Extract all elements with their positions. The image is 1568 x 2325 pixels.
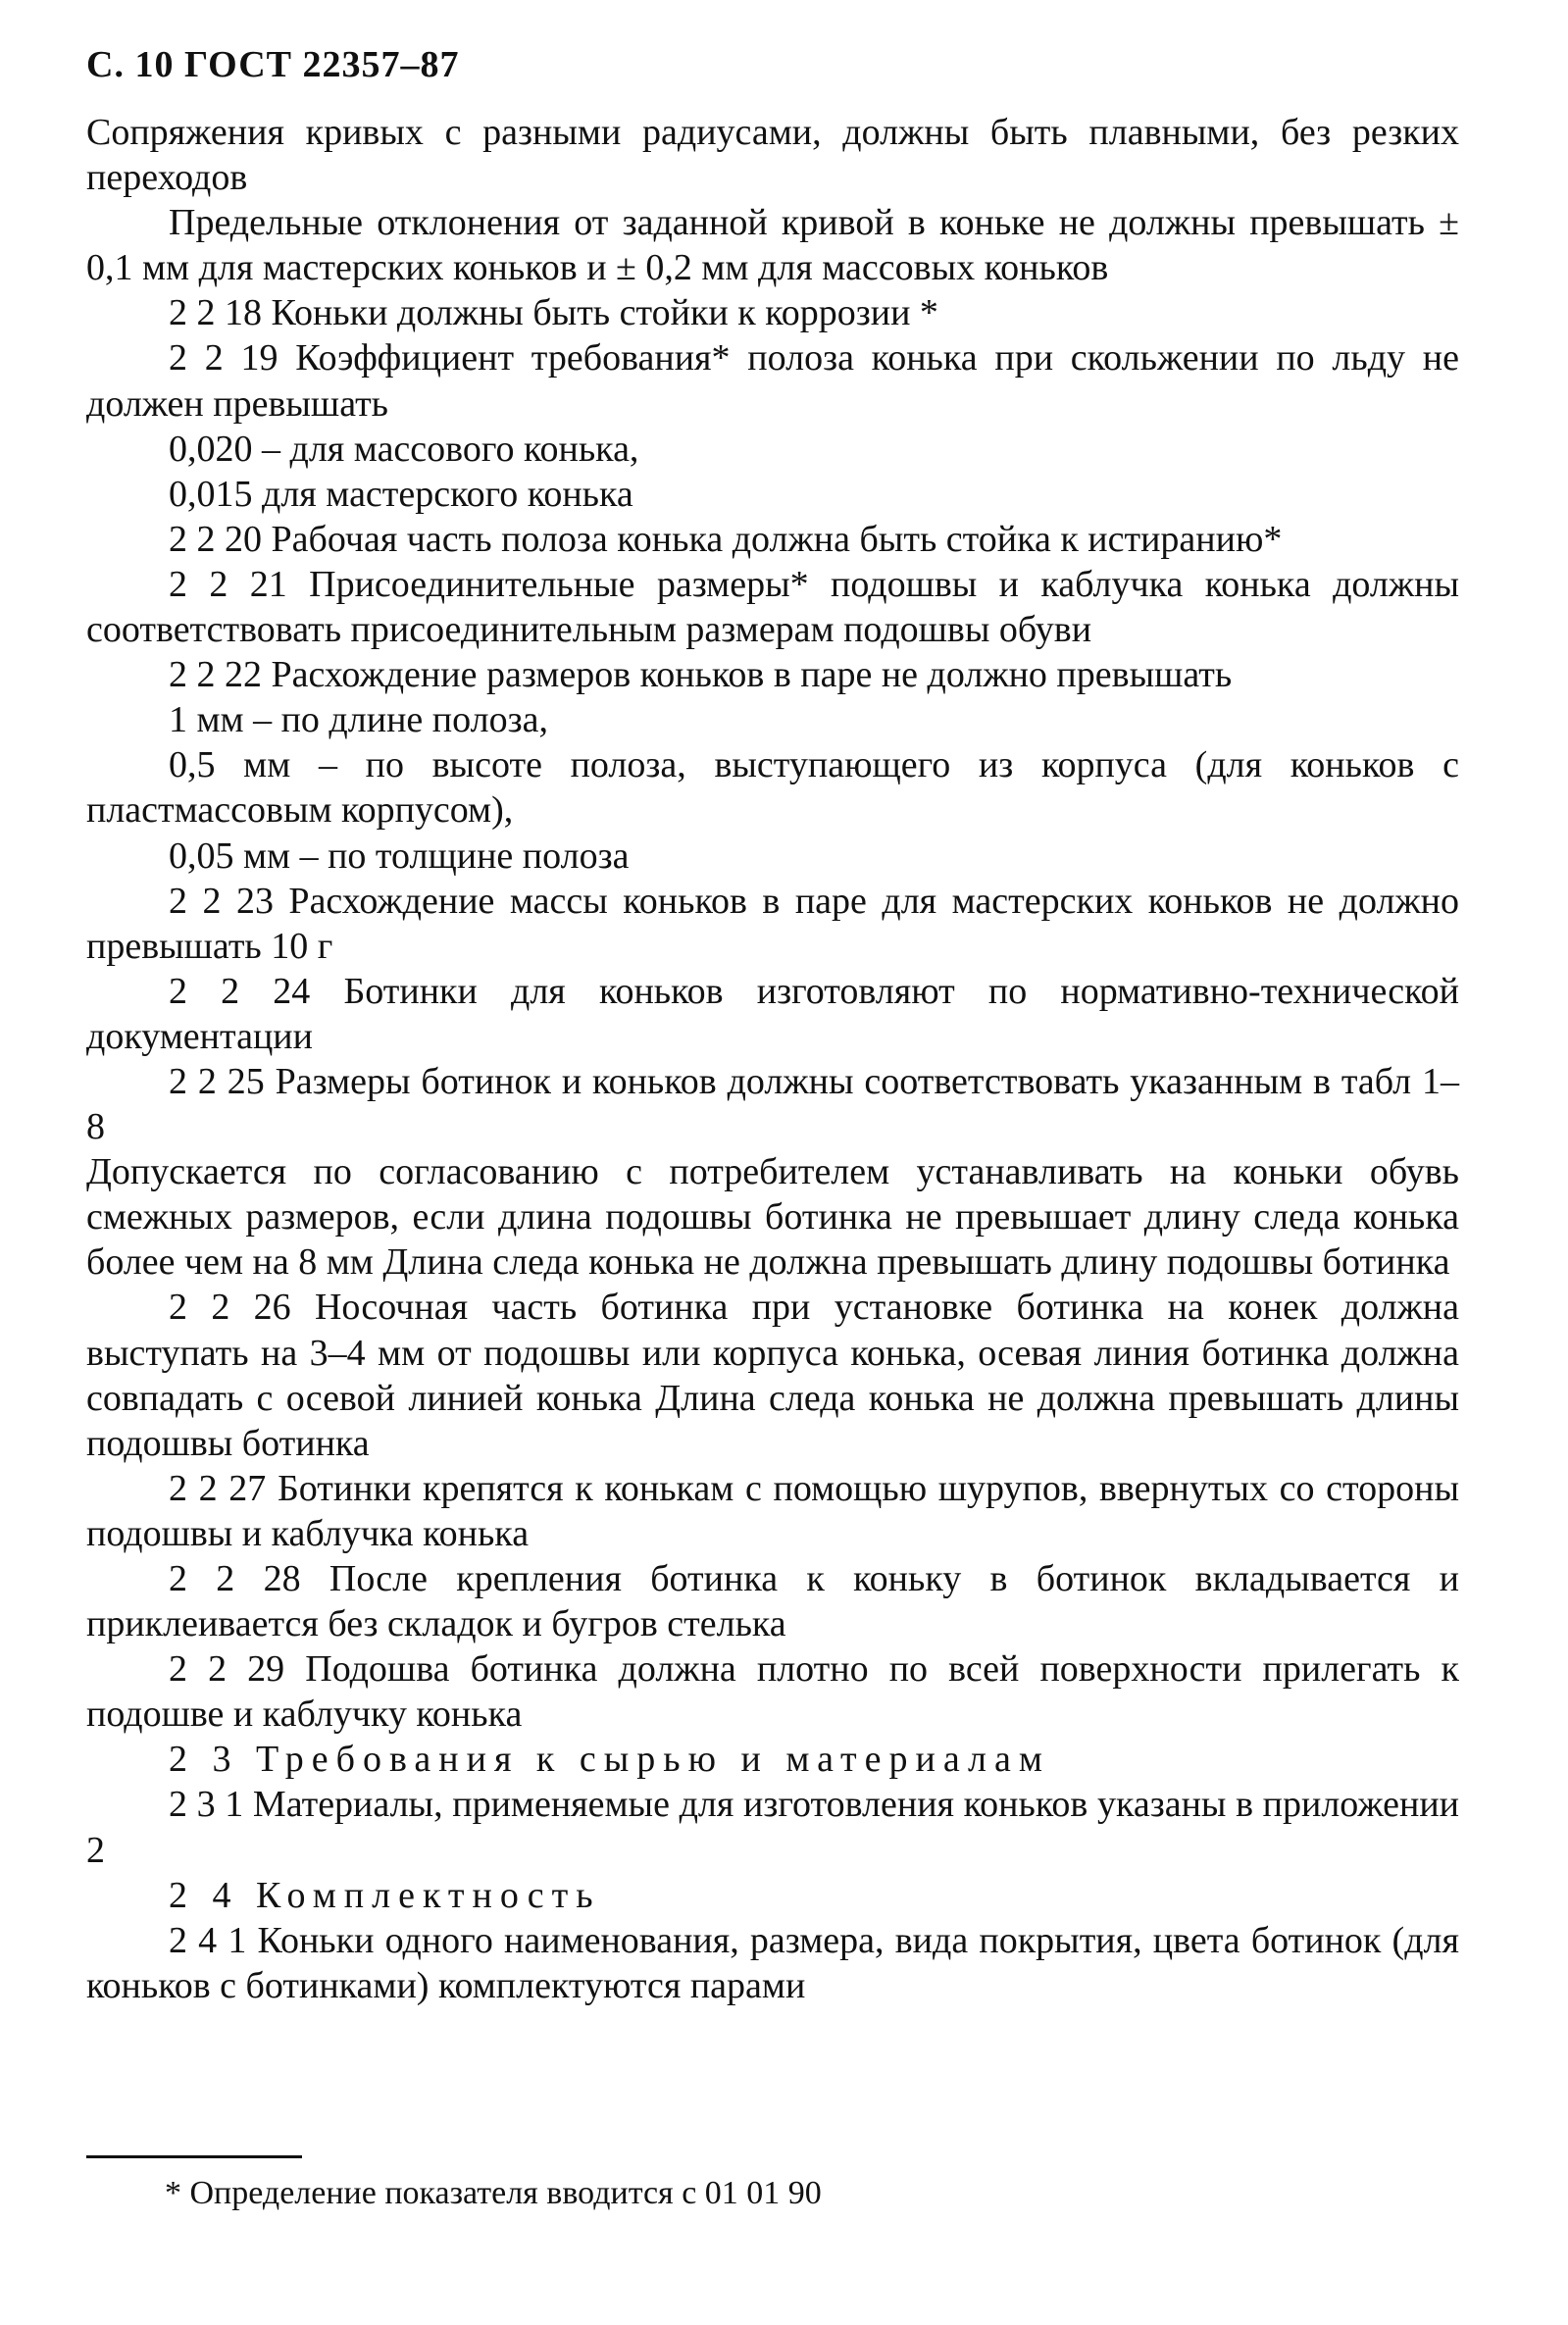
paragraph: 2 2 23 Расхождение массы коньков в паре для мастерских коньков не должно превышать 10 г xyxy=(86,880,1459,967)
paragraph: 2 2 18 Коньки должны быть стойки к коррозии * xyxy=(169,292,938,334)
paragraph: 0,5 мм – по высоте полоза, выступающего из корпуса (для коньков с пластмассовым корпусом), xyxy=(86,744,1459,832)
paragraph: Сопряжения кривых с разными радиусами, должны быть плавными, без резких переходов xyxy=(86,112,1459,199)
paragraph: 2 2 25 Размеры ботинок и коньков должны соответствовать указанным в табл 1–8 xyxy=(86,1060,1459,1148)
paragraph: 2 2 19 Коэффициент требования* полоза конька при скольжении по льду не должен превышать xyxy=(86,337,1459,425)
paragraph: Допускается по согласованию с потребителем устанавливать на коньки обувь смежных размеров, если длина подошвы ботинка не превышает длину следа конька более чем на 8 мм Длина следа конька не должна превышать длину подошвы ботинка xyxy=(86,1151,1459,1284)
footnote: * Определение показателя вводится с 01 01 90 xyxy=(165,2175,822,2211)
paragraph: 0,05 мм – по толщине полоза xyxy=(169,834,630,877)
footnote-divider xyxy=(86,2155,302,2158)
paragraph: 2 4 1 Коньки одного наименования, размера, вида покрытия, цвета ботинок (для коньков с ботинками) комплектуются парами xyxy=(86,1919,1459,2006)
paragraph: 2 2 26 Носочная часть ботинка при установке ботинка на конек должна выступать на 3–4 мм от подошвы или корпуса конька, осевая линия ботинка должна совпадать с осевой линией конька Длина следа конька не должна превышать длины подошвы ботинка xyxy=(86,1287,1459,1464)
paragraph: 0,015 для мастерского конька xyxy=(169,473,633,515)
paragraph: 2 2 27 Ботинки крепятся к конькам с помощью шурупов, ввернутых со стороны подошвы и каблучка конька xyxy=(86,1467,1459,1554)
paragraph: 2 2 22 Расхождение размеров коньков в паре не должно превышать xyxy=(169,654,1233,696)
section-heading: 2 3 Требования к сырью и материалам xyxy=(169,1739,1050,1781)
paragraph: 0,020 – для массового конька, xyxy=(169,428,639,470)
paragraph: 2 2 28 После крепления ботинка к коньку в ботинок вкладывается и приклеивается без складок и бугров стелька xyxy=(86,1558,1459,1645)
paragraph: 2 2 20 Рабочая часть полоза конька должна быть стойка к истиранию* xyxy=(169,518,1283,560)
document-body xyxy=(86,110,1459,2008)
page-header: С. 10 ГОСТ 22357–87 xyxy=(86,44,460,85)
paragraph: 2 2 29 Подошва ботинка должна плотно по всей поверхности прилегать к подошве и каблучку конька xyxy=(86,1648,1459,1736)
section-heading: 2 4 Комплектность xyxy=(169,1874,601,1916)
paragraph: 2 2 21 Присоединительные размеры* подошвы и каблучка конька должны соответствовать присоединительным размерам подошвы обуви xyxy=(86,563,1459,651)
paragraph: 2 3 1 Материалы, применяемые для изготовления коньков указаны в приложении 2 xyxy=(86,1784,1459,1871)
paragraph: 2 2 24 Ботинки для коньков изготовляют по нормативно-технической документации xyxy=(86,970,1459,1057)
paragraph: 1 мм – по длине полоза, xyxy=(169,699,548,741)
paragraph: Предельные отклонения от заданной кривой в коньке не должны превышать ± 0,1 мм для мастерских коньков и ± 0,2 мм для массовых коньков xyxy=(86,202,1459,289)
